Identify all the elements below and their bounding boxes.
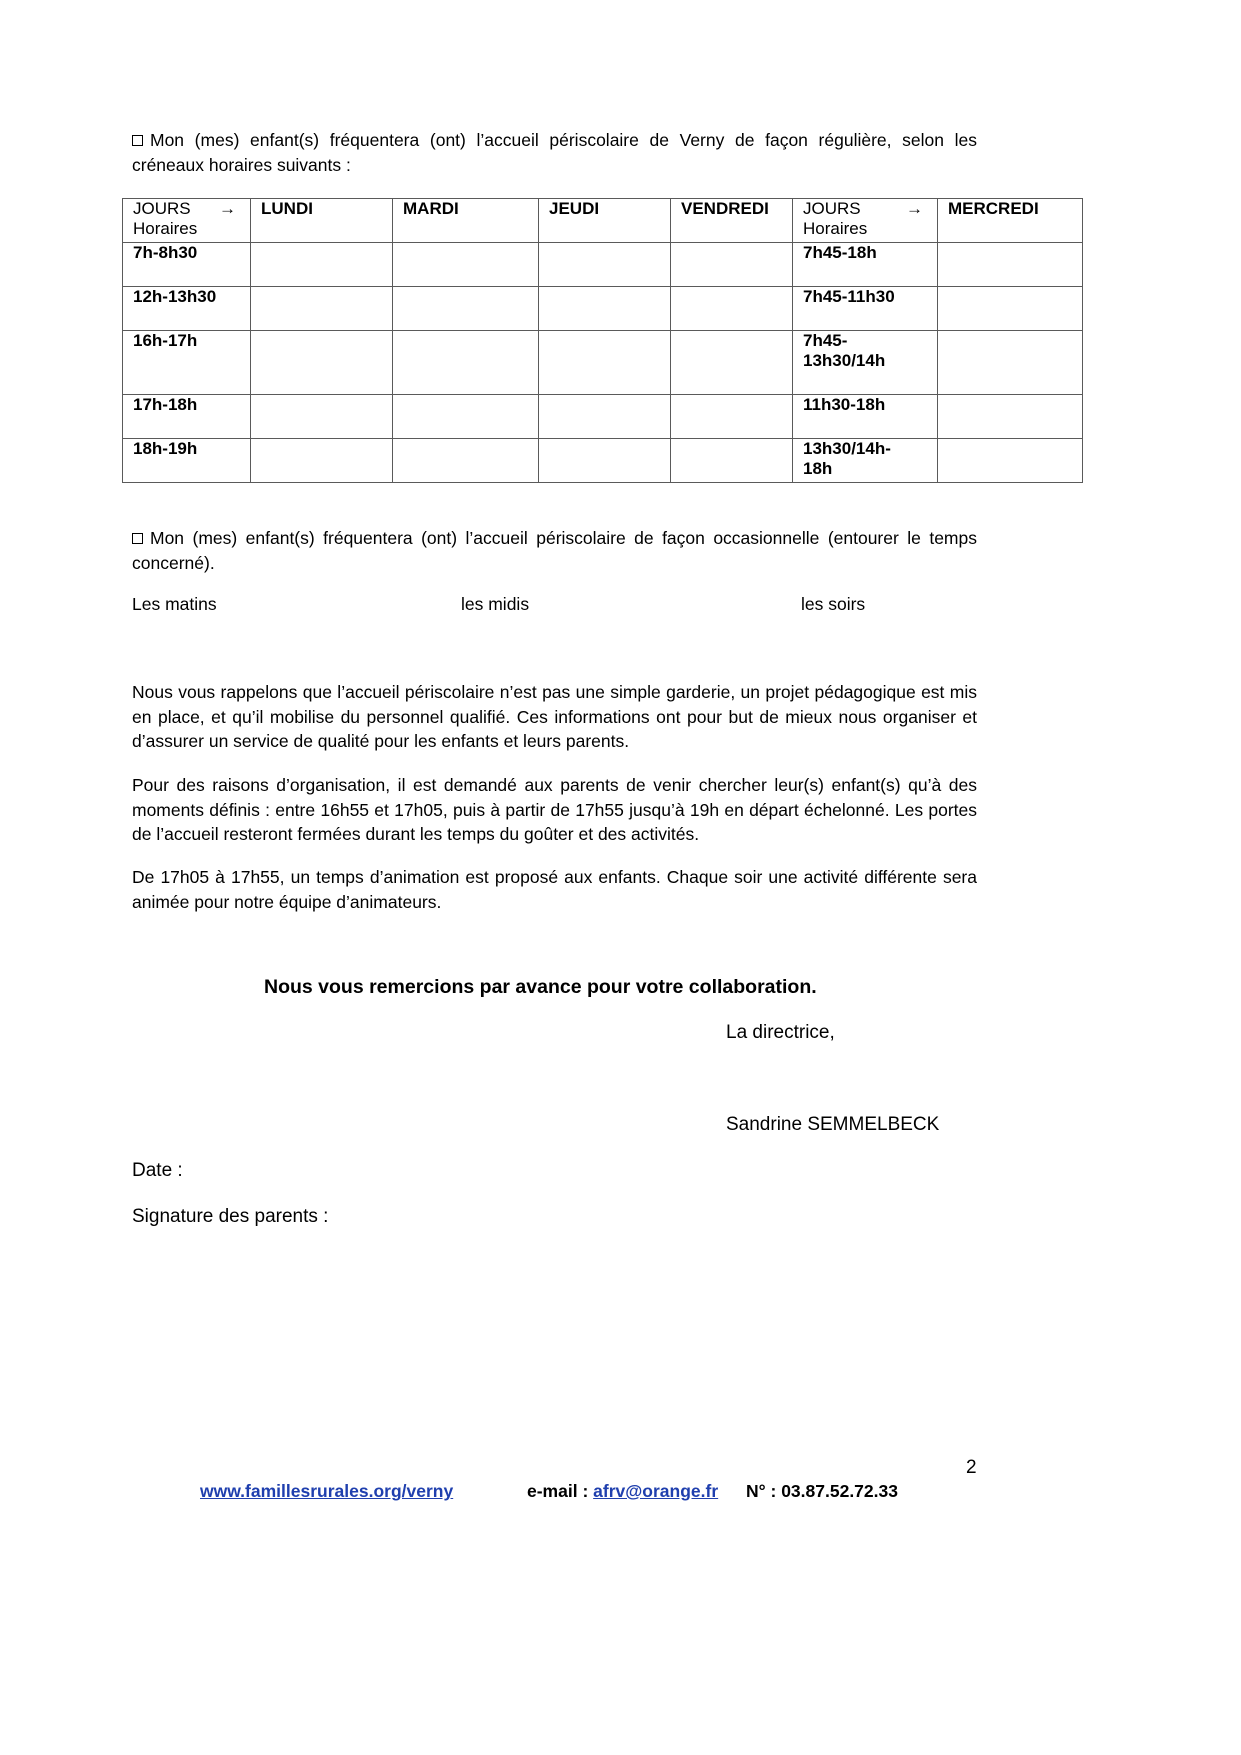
header-lundi: LUNDI <box>251 199 393 243</box>
signature-name: Sandrine SEMMELBECK <box>726 1114 940 1135</box>
cell-vendredi[interactable] <box>671 243 793 287</box>
wednesday-slot: 13h30/14h- 18h <box>793 439 938 483</box>
table-row <box>123 395 1083 439</box>
closing-statement: Nous vous remercions par avance pour votre collaboration. <box>264 976 817 998</box>
cell-lundi[interactable] <box>251 331 393 395</box>
cell-jeudi[interactable] <box>539 395 671 439</box>
parent-signature-label: Signature des parents : <box>132 1206 329 1227</box>
weekday-slot: 18h-19h <box>123 439 251 483</box>
table-row <box>123 243 1083 287</box>
arrow-right-icon: → <box>219 199 236 218</box>
cell-jeudi[interactable] <box>539 331 671 395</box>
info-paragraph-1: Nous vous rappelons que l’accueil périscolaire n’est pas une simple garderie, un projet pédagogique est mis en place, et qu’il mobilise du personnel qualifié. Ces informations ont pour but de mieux nous organiser et d’assurer un service de qualité pour les enfants et leurs parents. <box>132 682 977 751</box>
option-soirs[interactable]: les soirs <box>801 594 866 614</box>
cell-vendredi[interactable] <box>671 439 793 483</box>
wednesday-slot: 7h45- 13h30/14h <box>793 331 938 395</box>
table-row <box>123 287 1083 331</box>
cell-jeudi[interactable] <box>539 439 671 483</box>
cell-mercredi[interactable] <box>938 287 1083 331</box>
cell-mercredi[interactable] <box>938 243 1083 287</box>
cell-mardi[interactable] <box>393 243 539 287</box>
wednesday-slot: 7h45-11h30 <box>793 287 938 331</box>
weekday-slot: 17h-18h <box>123 395 251 439</box>
cell-lundi[interactable] <box>251 243 393 287</box>
page-number: 2 <box>966 1457 977 1478</box>
header-jours-horaires: JOURS → Horaires <box>123 199 251 243</box>
footer-website-link[interactable]: www.famillesrurales.org/verny <box>200 1481 454 1501</box>
header-jeudi: JEUDI <box>539 199 671 243</box>
cell-mercredi[interactable] <box>938 331 1083 395</box>
occasional-checkbox[interactable] <box>132 533 143 544</box>
date-label: Date : <box>132 1160 183 1181</box>
cell-lundi[interactable] <box>251 395 393 439</box>
cell-vendredi[interactable] <box>671 331 793 395</box>
info-paragraph-3: De 17h05 à 17h55, un temps d’animation est proposé aux enfants. Chaque soir une activité différente sera animée pour notre équipe d’animateurs. <box>132 867 977 912</box>
wednesday-slot: 7h45-18h <box>793 243 938 287</box>
cell-mardi[interactable] <box>393 331 539 395</box>
signature-role: La directrice, <box>726 1022 835 1043</box>
option-matins[interactable]: Les matins <box>132 594 217 614</box>
table-row <box>123 439 1083 483</box>
option-midis[interactable]: les midis <box>461 594 530 614</box>
regular-attendance-option <box>132 128 977 177</box>
cell-mercredi[interactable] <box>938 439 1083 483</box>
weekday-slot: 7h-8h30 <box>123 243 251 287</box>
cell-lundi[interactable] <box>251 287 393 331</box>
cell-jeudi[interactable] <box>539 243 671 287</box>
footer-email-link[interactable]: afrv@orange.fr <box>593 1481 719 1501</box>
cell-mardi[interactable] <box>393 439 539 483</box>
info-paragraph-2: Pour des raisons d’organisation, il est demandé aux parents de venir chercher leur(s) enfant(s) qu’à des moments définis : entre 16h55 et 17h05, puis à partir de 17h55 jusqu’à 19h en départ échelonné. Les portes de l’accueil resteront fermées durant les temps du goûter et des activités. <box>132 775 977 844</box>
header-mardi: MARDI <box>393 199 539 243</box>
cell-mardi[interactable] <box>393 287 539 331</box>
cell-vendredi[interactable] <box>671 395 793 439</box>
cell-mardi[interactable] <box>393 395 539 439</box>
weekday-slot: 12h-13h30 <box>123 287 251 331</box>
occasional-attendance-text: Mon (mes) enfant(s) fréquentera (ont) l’accueil périscolaire de façon occasionnelle (entourer le temps concerné). <box>132 528 977 573</box>
cell-mercredi[interactable] <box>938 395 1083 439</box>
schedule-table <box>122 198 1083 483</box>
arrow-right-icon: → <box>906 199 923 218</box>
cell-vendredi[interactable] <box>671 287 793 331</box>
cell-lundi[interactable] <box>251 439 393 483</box>
header-mercredi: MERCREDI <box>938 199 1083 243</box>
table-header-row <box>123 199 1083 243</box>
wednesday-slot: 11h30-18h <box>793 395 938 439</box>
weekday-slot: 16h-17h <box>123 331 251 395</box>
regular-checkbox[interactable] <box>132 135 143 146</box>
regular-attendance-text: Mon (mes) enfant(s) fréquentera (ont) l’accueil périscolaire de Verny de façon régulière, selon les créneaux horaires suivants : <box>132 130 977 175</box>
occasional-attendance-option <box>132 526 977 575</box>
footer-email: e-mail : afrv@orange.fr <box>527 1481 719 1501</box>
header-wednesday-jours-horaires: JOURS → Horaires <box>793 199 938 243</box>
cell-jeudi[interactable] <box>539 287 671 331</box>
footer-phone: N° : 03.87.52.72.33 <box>746 1481 898 1501</box>
table-row <box>123 331 1083 395</box>
header-vendredi: VENDREDI <box>671 199 793 243</box>
